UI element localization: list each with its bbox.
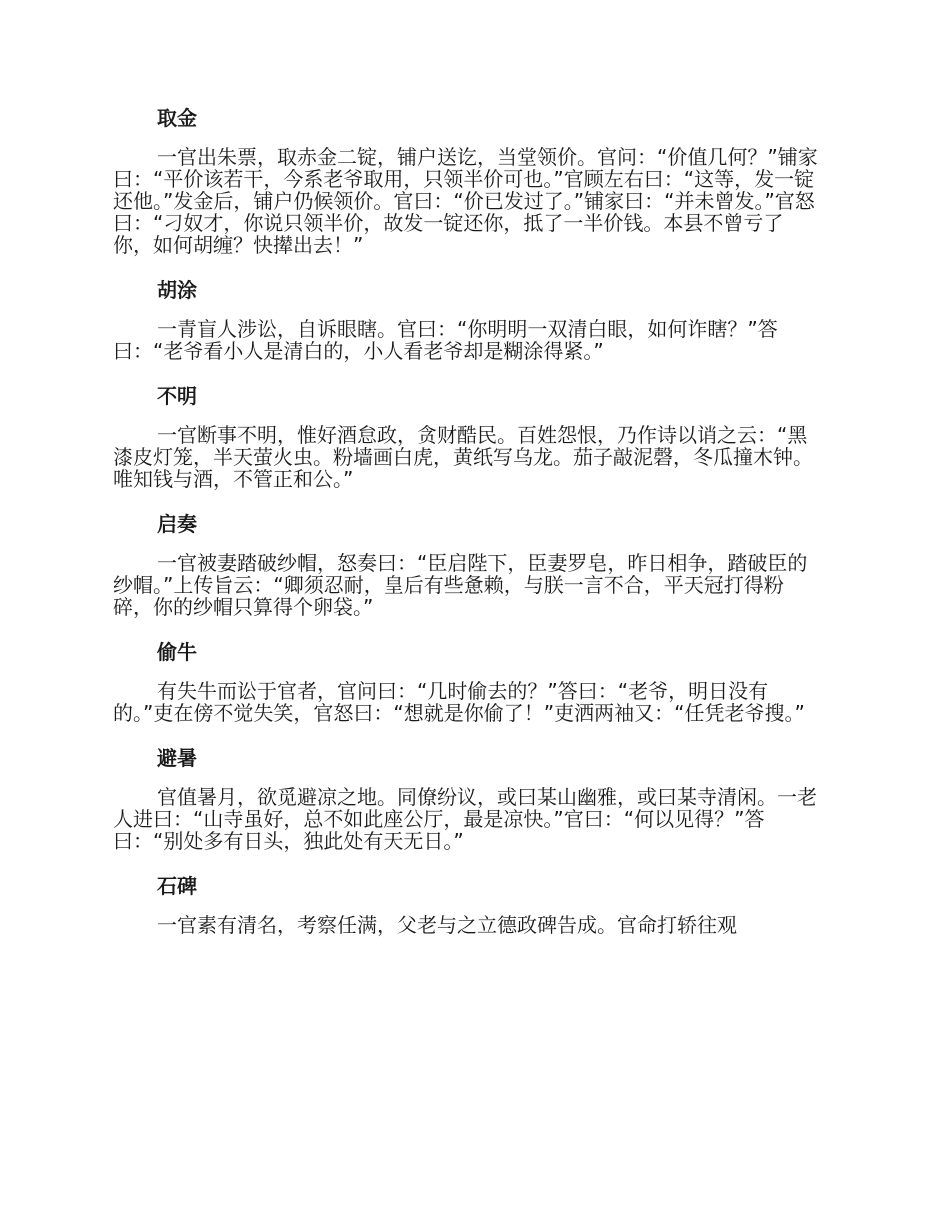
section-paragraph: 一官素有清名，考察任满，父老与之立德政碑告成。官命打轿往观 — [157, 913, 737, 937]
section-paragraph: 官值暑月，欲觅避凉之地。同僚纷议，或曰某山幽雅，或曰某寺清闲。一老人进曰：“山寺虽好，总不如此座公厅，最是凉快。”官曰：“何以见得？”答曰：“别处多有日头，独此处有天无日。” — [113, 785, 817, 853]
section-title: 石碑 — [157, 874, 197, 898]
section-paragraph: 有失牛而讼于官者，官问曰：“几时偷去的？”答曰：“老爷，明日没有的。”吏在傍不觉失笑，官怒曰：“想就是你偷了！”吏洒两袖又：“任凭老爷搜。” — [113, 679, 805, 725]
section-paragraph: 一官被妻踏破纱帽，怒奏曰：“臣启陛下，臣妻罗皂，昨日相争，踏破臣的纱帽。”上传旨云：“卿须忍耐，皇后有些惫赖，与朕一言不合，平天冠打得粉碎，你的纱帽只算得个卵袋。” — [113, 551, 808, 619]
section-title: 胡涂 — [157, 278, 197, 302]
section-paragraph: 一官断事不明，惟好酒怠政，贪财酷民。百姓怨恨，乃作诗以诮之云：“黑漆皮灯笼，半天萤火虫。粉墙画白虎，黄纸写乌龙。茄子敲泥磬，冬瓜撞木钟。唯知钱与酒，不管正和公。” — [113, 423, 813, 491]
section-title: 不明 — [157, 384, 197, 408]
section-bishu — [0, 746, 950, 852]
section-title: 避暑 — [157, 746, 197, 770]
section-title: 取金 — [157, 106, 197, 130]
section-paragraph: 一官出朱票，取赤金二锭，铺户送讫，当堂领价。官问：“价值几何？”铺家曰：“平价该若干，今系老爷取用，只领半价可也。”官顾左右曰：“这等，发一锭还他。”发金后，铺户仍候领价。官曰：“价已发过了。”铺家曰：“并未曾发。”官怒曰：“刁奴才，你说只领半价，故发一锭还你，抵了一半价钱。本县不曾亏了你，如何胡缠？快撵出去！” — [113, 145, 818, 257]
section-touniu — [0, 640, 950, 724]
section-qizou — [0, 512, 950, 618]
top-margin — [0, 0, 950, 106]
section-qujin — [0, 106, 950, 256]
section-title: 偷牛 — [157, 640, 197, 664]
section-paragraph: 一青盲人涉讼，自诉眼瞎。官曰：“你明明一双清白眼，如何诈瞎？”答曰：“老爷看小人是清白的，小人看老爷却是糊涂得紧。” — [113, 317, 778, 363]
section-shibei — [0, 874, 950, 936]
section-title: 启奏 — [157, 512, 197, 536]
section-buming — [0, 384, 950, 490]
section-hutu — [0, 278, 950, 362]
